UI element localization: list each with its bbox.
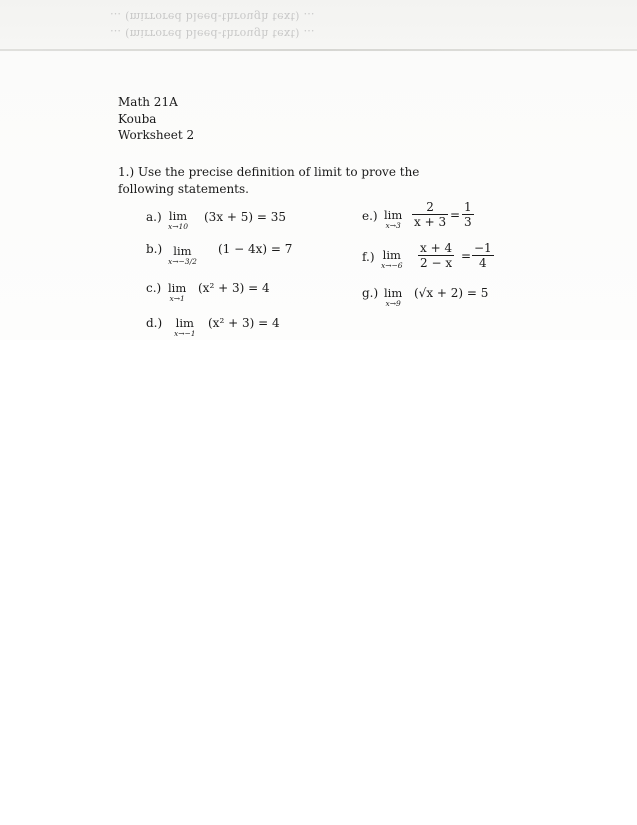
item-a-label: a.)	[146, 210, 162, 224]
problem-statement: 1.) Use the precise definition of limit to prove the following statements.	[118, 165, 420, 196]
item-b-expression: (1 − 4x) = 7	[218, 242, 293, 256]
lim-word: lim	[384, 208, 403, 222]
page-fold-line	[0, 49, 637, 51]
item-e-result	[462, 200, 474, 229]
lim-subscript: x→9	[385, 299, 401, 308]
worksheet-title: Worksheet 2	[118, 128, 195, 142]
denominator: x + 3	[414, 215, 447, 229]
blank-area	[0, 340, 637, 825]
item-c-limit	[168, 282, 186, 303]
item-e-limit	[384, 209, 402, 230]
bleed-through-text-2: … (mirrored bleed-through text) …	[110, 27, 315, 40]
item-a-expression: (3x + 5) = 35	[204, 210, 287, 224]
item-a-limit	[168, 210, 188, 231]
lim-word: lim	[384, 286, 403, 300]
item-d-label: d.)	[146, 316, 163, 330]
numerator: −1	[474, 241, 492, 255]
denominator: 3	[464, 215, 472, 229]
item-b-limit	[168, 245, 197, 266]
worksheet-header	[118, 94, 194, 144]
item-f-result	[472, 241, 494, 270]
item-g-label: g.)	[362, 286, 379, 300]
item-e	[362, 200, 492, 236]
numerator: 1	[464, 200, 472, 214]
lim-word: lim	[175, 316, 194, 330]
item-f-equals: =	[461, 249, 472, 263]
item-c-label: c.)	[146, 281, 162, 295]
item-f-label: f.)	[362, 250, 375, 264]
numerator: x + 4	[420, 241, 453, 255]
lim-subscript: x→10	[168, 222, 189, 231]
item-e-fraction	[412, 200, 448, 229]
lim-subscript: x→−3/2	[168, 257, 197, 266]
item-d-limit	[174, 317, 196, 338]
item-f-fraction	[418, 241, 454, 270]
item-c-expression: (x² + 3) = 4	[198, 281, 270, 295]
course-name: Math 21A	[118, 95, 178, 109]
item-e-label: e.)	[362, 209, 378, 223]
denominator: 2 − x	[420, 256, 453, 270]
item-g-expression: (√x + 2) = 5	[414, 286, 489, 300]
bleed-through-text-1: … (mirrored bleed-through text) …	[110, 10, 315, 23]
item-f-limit	[381, 249, 403, 270]
item-b-label: b.)	[146, 242, 163, 256]
scanned-page	[0, 0, 637, 340]
numerator: 2	[426, 200, 434, 214]
lim-word: lim	[168, 209, 188, 223]
item-e-equals: =	[450, 208, 461, 222]
item-d-expression: (x² + 3) = 4	[208, 316, 280, 330]
lim-subscript: x→−6	[381, 261, 403, 270]
item-f	[362, 240, 492, 276]
lim-subscript: x→3	[385, 221, 401, 230]
lim-subscript: x→1	[169, 294, 185, 303]
denominator: 4	[479, 256, 487, 270]
lim-word: lim	[168, 281, 187, 295]
lim-subscript: x→−1	[174, 329, 196, 338]
instructor-name: Kouba	[118, 111, 157, 126]
item-g-limit	[384, 287, 402, 308]
lim-word: lim	[173, 244, 192, 258]
lim-word: lim	[382, 248, 401, 262]
